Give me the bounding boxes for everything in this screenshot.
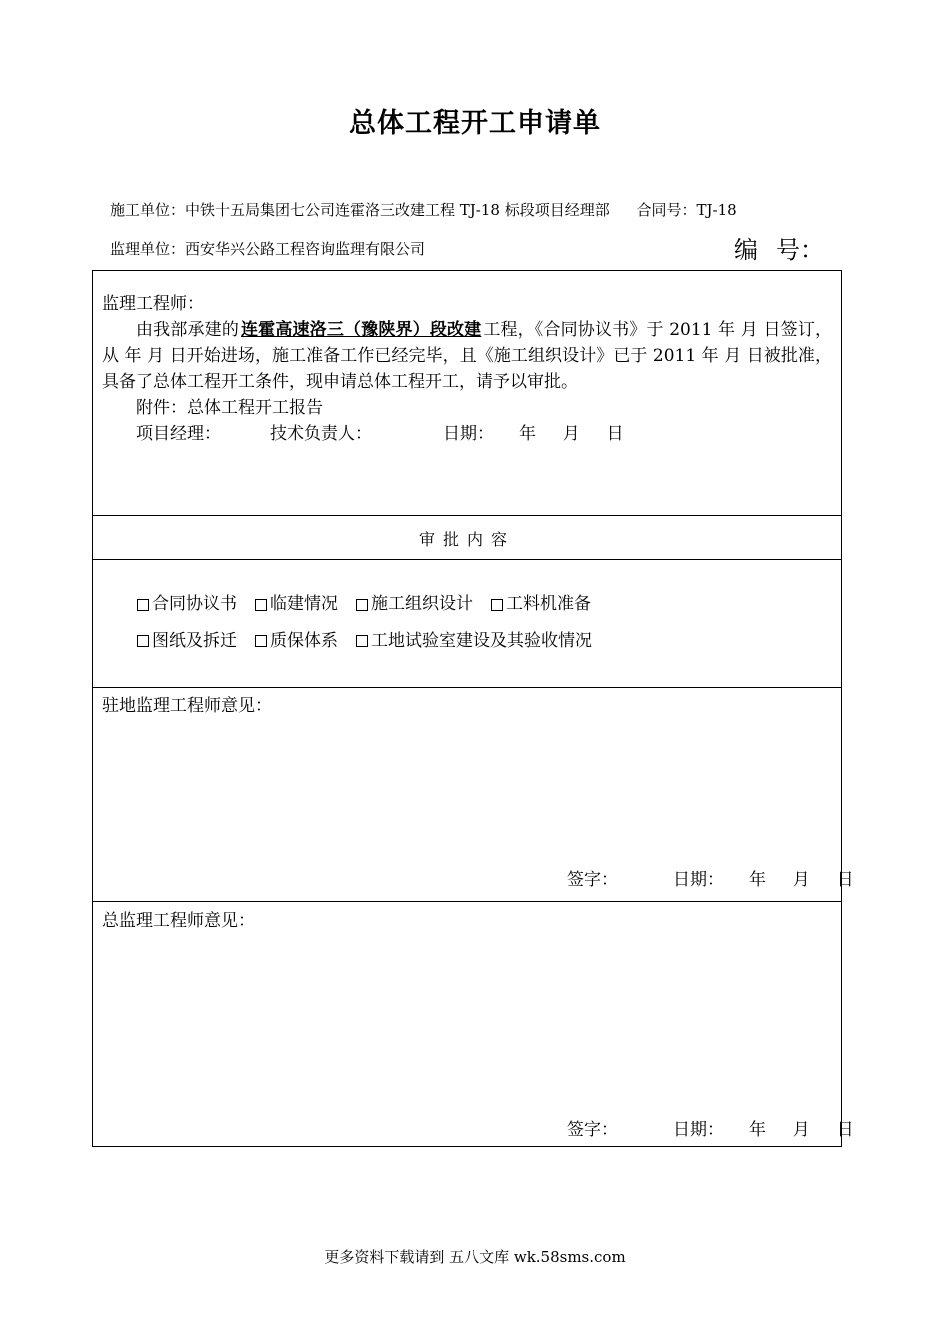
- date-label: 日期：: [443, 424, 494, 444]
- checkbox-icon[interactable]: [356, 635, 368, 647]
- divider: [93, 559, 841, 560]
- text-before: 由我部承建的: [136, 320, 239, 340]
- pm-label: 项目经理：: [136, 424, 221, 444]
- checkbox-icon[interactable]: [137, 599, 149, 611]
- checkbox-label: 临建情况: [270, 594, 338, 614]
- serial-number-char-1: 编: [734, 236, 758, 264]
- checkbox-contract[interactable]: [137, 587, 237, 622]
- review-checklist: [137, 587, 610, 660]
- text-after: 工程，《合同协议书》于 2011 年 月 日签订，从 年 月 日开始进场，施工准备工作已经完毕，且《施工组织设计》已于 2011 年 月 日被批准，具备了总体工程开工条件，现申请总体工程开工，请予以审批。: [102, 320, 832, 392]
- date-value: 年 月 日: [519, 424, 624, 444]
- checkbox-temp-facilities[interactable]: [255, 587, 338, 622]
- addressee: 监理工程师：: [102, 294, 204, 314]
- project-name: 连霍高速洛三（豫陕界）段改建: [241, 320, 482, 340]
- serial-number-char-2: 号：: [776, 236, 824, 264]
- footer-link[interactable]: 更多资料下载请到 五八文库 wk.58sms.com: [324, 1248, 626, 1266]
- checkbox-label: 合同协议书: [152, 594, 237, 614]
- chief-date-value: 年 月 日: [749, 1120, 854, 1140]
- checkbox-label: 质保体系: [270, 630, 338, 651]
- divider: [93, 901, 841, 902]
- contract-number: 合同号：TJ-18: [636, 201, 737, 219]
- application-section: [102, 291, 832, 447]
- supervisor-label: 监理单位：西安华兴公路工程咨询监理有限公司: [110, 240, 426, 258]
- contractor-line: [110, 199, 737, 220]
- checkbox-label: 工料机准备: [506, 594, 591, 614]
- checkbox-quality-system[interactable]: [255, 624, 338, 659]
- application-form: [92, 270, 854, 1147]
- checkbox-label: 图纸及拆迁: [152, 630, 237, 651]
- resident-date-label: 日期：: [673, 870, 724, 890]
- checkbox-icon[interactable]: [137, 635, 149, 647]
- checkbox-icon[interactable]: [491, 599, 503, 611]
- checkbox-icon[interactable]: [356, 599, 368, 611]
- chief-opinion-label: 总监理工程师意见：: [102, 911, 255, 931]
- tech-lead-label: 技术负责人：: [270, 424, 372, 444]
- checkbox-construction-plan[interactable]: [356, 587, 473, 622]
- application-paragraph: [102, 317, 832, 395]
- resident-date-value: 年 月 日: [749, 870, 854, 890]
- chief-date-label: 日期：: [673, 1120, 724, 1140]
- checkbox-icon[interactable]: [255, 599, 267, 611]
- applicant-sign-row: [102, 421, 832, 447]
- checkbox-label: 施工组织设计: [371, 594, 473, 614]
- checkbox-icon[interactable]: [255, 635, 267, 647]
- checkbox-lab[interactable]: [356, 624, 592, 659]
- checklist-row: [137, 587, 610, 624]
- checkbox-materials[interactable]: [491, 587, 591, 622]
- checkbox-drawings[interactable]: [137, 624, 237, 659]
- page-title: 总体工程开工申请单: [349, 108, 601, 139]
- resident-sign-label: 签字：: [567, 870, 618, 890]
- resident-opinion-label: 驻地监理工程师意见：: [102, 696, 272, 716]
- review-title: 审批内容: [418, 530, 515, 549]
- checkbox-label: 工地试验室建设及其验收情况: [371, 630, 592, 651]
- attachment: 附件：总体工程开工报告: [136, 398, 323, 418]
- divider: [93, 515, 841, 516]
- contractor-label: 施工单位：中铁十五局集团七公司连霍洛三改建工程 TJ-18 标段项目经理部: [110, 201, 610, 219]
- checklist-row: [137, 624, 610, 661]
- serial-number-label: [734, 230, 824, 265]
- divider: [93, 687, 841, 688]
- chief-sign-label: 签字：: [567, 1120, 618, 1140]
